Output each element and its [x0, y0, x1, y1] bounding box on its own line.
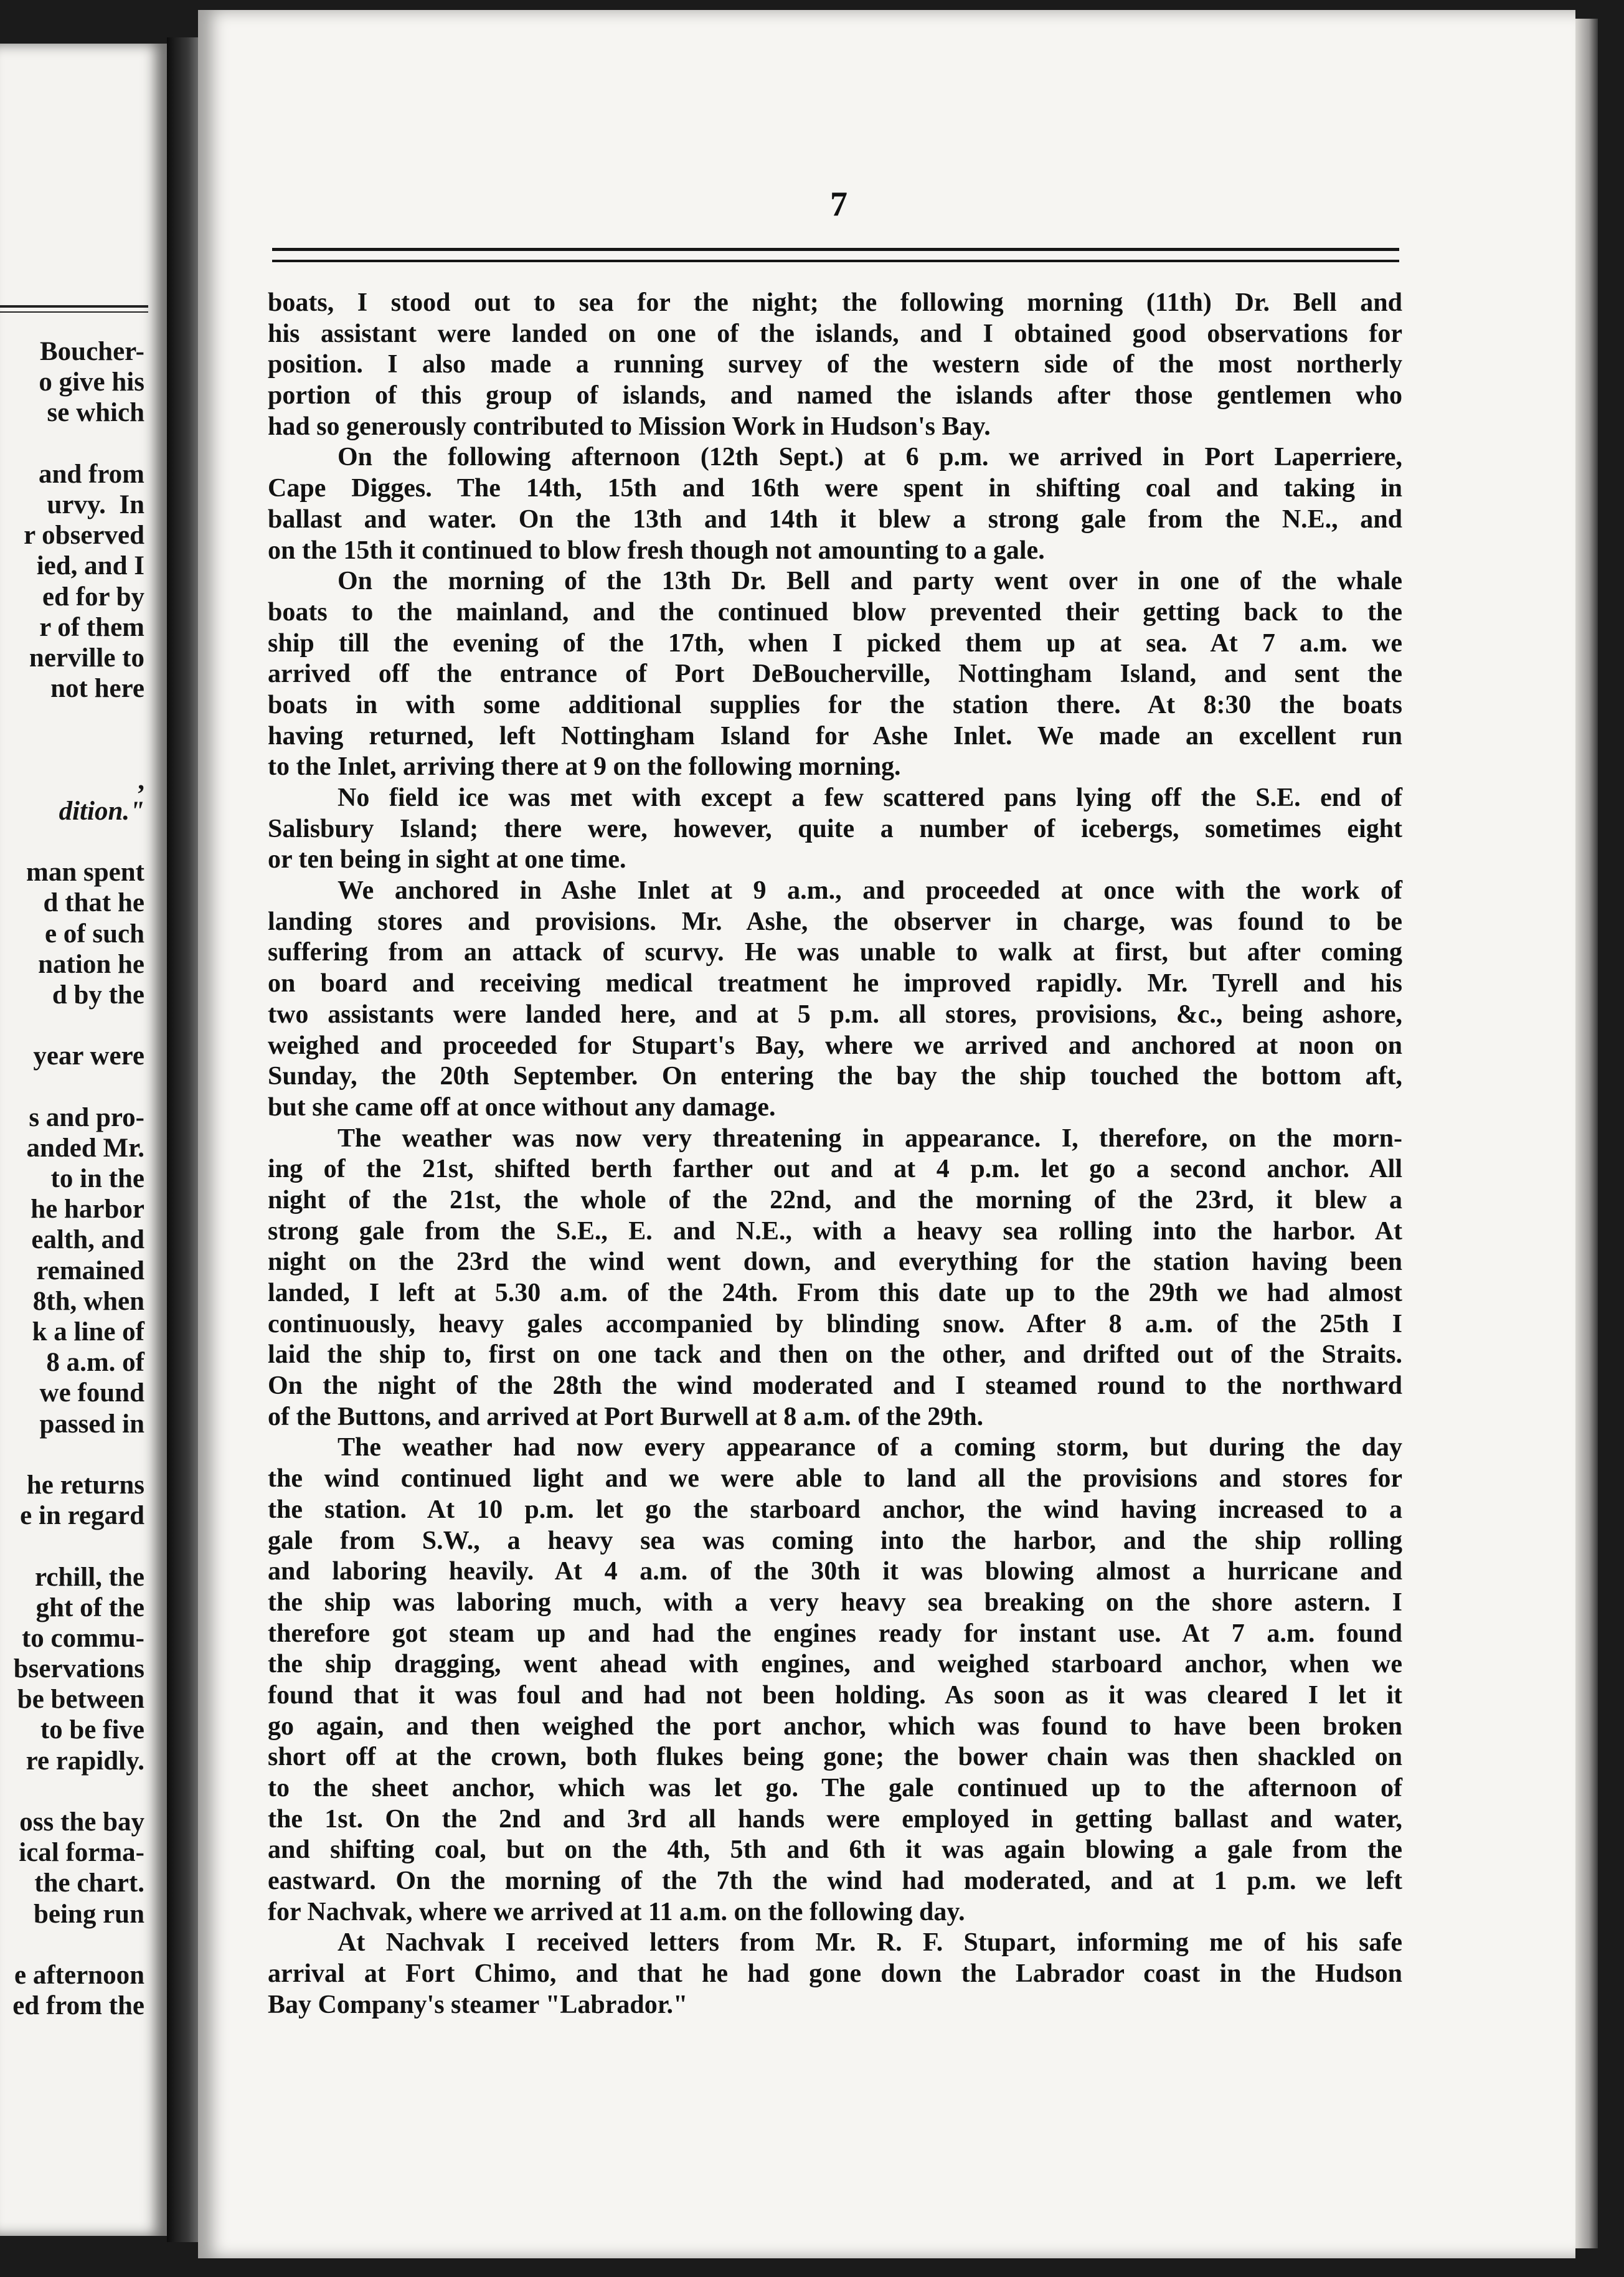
facing-page-line	[0, 704, 144, 734]
facing-page-line: dition."	[59, 796, 144, 826]
facing-page-line: anded Mr.	[26, 1133, 144, 1163]
facing-page-line: to commu-	[21, 1623, 144, 1653]
facing-page-line: ied, and I	[36, 551, 144, 581]
facing-page-line: o give his	[39, 367, 144, 397]
facing-page-line: bservations	[13, 1654, 144, 1684]
facing-page-line	[0, 1439, 144, 1470]
facing-page-line: urvy. In	[47, 490, 144, 519]
text-line: eastward. On the morning of the 7th the wind had moderated, and at 1 p.m. we left	[268, 1867, 1402, 1896]
text-line: or ten being in sight at one time.	[268, 845, 626, 874]
facing-page-line: remained	[36, 1256, 144, 1285]
text-line: strong gale from the S.E., E. and N.E., with a heavy sea rolling into the harbor. At	[268, 1216, 1402, 1246]
facing-page-line: re rapidly.	[26, 1746, 144, 1776]
facing-page-line: Boucher-	[40, 337, 144, 366]
facing-page-line: to in the	[50, 1164, 144, 1194]
facing-page-line: year were	[33, 1041, 144, 1071]
facing-page-line: se which	[47, 398, 144, 428]
facing-page-line: e of such	[44, 919, 144, 949]
facing-page-line: ght of the	[35, 1593, 144, 1622]
facing-page-line: e afternoon	[14, 1960, 144, 1990]
facing-page-line	[0, 826, 144, 857]
text-line: two assistants were landed here, and at 5 p.m. all stores, provisions, &c., being ashore,	[268, 1000, 1402, 1029]
text-line: night on the 23rd the wind went down, and everything for the station having been	[268, 1247, 1402, 1277]
text-line: therefore got steam up and had the engines ready for instant use. At 7 a.m. found	[268, 1619, 1402, 1648]
text-line: but she came off at once without any damage.	[268, 1092, 776, 1122]
facing-page-line: man spent	[26, 858, 144, 888]
facing-page-line: not here	[50, 674, 144, 704]
facing-page-line: he returns	[26, 1470, 144, 1500]
facing-page-line	[0, 1010, 144, 1041]
facing-page-line: the chart.	[34, 1868, 144, 1898]
text-line: weighed and proceeded for Stupart's Bay, where we arrived and anchored at noon on	[268, 1031, 1402, 1060]
text-line: continuously, heavy gales accompanied by blinding snow. After 8 a.m. of the 25th I	[268, 1309, 1402, 1338]
text-line: suffering from an attack of scurvy. He was unable to walk at first, but after coming	[268, 938, 1402, 967]
text-line: boats in with some additional supplies for the station there. At 8:30 the boats	[268, 690, 1402, 719]
text-line: landed, I left at 5.30 a.m. of the 24th. From this date up to the 29th we had almost	[268, 1279, 1402, 1307]
text-line: and laboring heavily. At 4 a.m. of the 30th it was blowing almost a hurricane and	[268, 1557, 1402, 1586]
text-line: night of the 21st, the whole of the 22nd, and the morning of the 23rd, it blew a	[268, 1185, 1402, 1214]
facing-page-line: r of them	[39, 612, 144, 642]
facing-page	[0, 44, 167, 2236]
text-line: the ship dragging, went ahead with engines, and weighed starboard anchor, when we	[268, 1650, 1402, 1679]
text-line: to the sheet anchor, which was let go. The gale continued up to the afternoon of	[268, 1774, 1402, 1802]
text-line: the station. At 10 p.m. let go the starboard anchor, the wind having increased to a	[268, 1495, 1402, 1524]
text-line: We anchored in Ashe Inlet at 9 a.m., and proceeded at once with the work of	[338, 876, 1402, 906]
facing-page-line: 8th, when	[32, 1286, 144, 1316]
text-line: arrival at Fort Chimo, and that he had gone down the Labrador coast in the Hudson	[268, 1959, 1402, 1989]
text-line: short off at the crown, both flukes being gone; the bower chain was then shackled on	[268, 1743, 1402, 1772]
header-rule	[272, 248, 1399, 262]
text-line: portion of this group of islands, and named the islands after those gentlemen who	[268, 381, 1402, 410]
text-line: the wind continued light and we were able to land all the provisions and stores for	[268, 1464, 1402, 1494]
text-line: On the following afternoon (12th Sept.) at 6 p.m. we arrived in Port Laperriere,	[338, 443, 1402, 472]
facing-page-line: ed from the	[12, 1991, 144, 2021]
facing-page-line: s and pro-	[29, 1102, 144, 1132]
facing-page-line: rchill, the	[35, 1562, 144, 1592]
text-line: On the morning of the 13th Dr. Bell and party went over in one of the whale	[338, 567, 1402, 596]
text-line: Sunday, the 20th September. On entering the bay the ship touched the bottom aft,	[268, 1062, 1402, 1091]
text-line: found that it was foul and had not been holding. As soon as it was cleared I let it	[268, 1680, 1402, 1710]
facing-page-line	[0, 1776, 144, 1807]
text-line: go again, and then weighed the port anchor, which was found to have been broken	[268, 1711, 1402, 1741]
text-line: on the 15th it continued to blow fresh though not amounting to a gale.	[268, 536, 1045, 565]
text-line: to the Inlet, arriving there at 9 on the following morning.	[268, 752, 901, 782]
text-line: landing stores and provisions. Mr. Ashe, the observer in charge, was found to be	[268, 907, 1402, 936]
body-text	[268, 288, 1402, 2021]
text-line: of the Buttons, and arrived at Port Burwell at 8 a.m. of the 29th.	[268, 1402, 984, 1431]
text-line: having returned, left Nottingham Island for Ashe Inlet. We made an excellent run	[268, 721, 1402, 750]
facing-page-line	[0, 1072, 144, 1102]
page-edge	[1575, 19, 1598, 2248]
facing-page-line: nerville to	[29, 643, 144, 673]
facing-page-text	[0, 336, 144, 2021]
facing-page-line: ealth, and	[31, 1225, 144, 1255]
facing-page-line: nation he	[38, 949, 144, 979]
text-line: ballast and water. On the 13th and 14th it blew a strong gale from the N.E., and	[268, 504, 1402, 534]
text-line: position. I also made a running survey of the western side of the most northerly	[268, 350, 1402, 379]
text-line: At Nachvak I received letters from Mr. R. F. Stupart, informing me of his safe	[338, 1928, 1402, 1957]
facing-page-line: 8 a.m. of	[46, 1348, 144, 1378]
facing-page-line: ed for by	[42, 582, 144, 612]
text-line: arrived off the entrance of Port DeBoucherville, Nottingham Island, and sent the	[268, 660, 1402, 689]
facing-page-line	[0, 428, 144, 459]
facing-page-line	[0, 1531, 144, 1561]
text-line: and shifting coal, but on the 4th, 5th and 6th it was again blowing a gale from the	[268, 1835, 1402, 1865]
facing-page-line: passed in	[39, 1409, 144, 1439]
text-line: The weather was now very threatening in appearance. I, therefore, on the morn-	[338, 1124, 1402, 1153]
facing-page-line: oss the bay	[19, 1807, 144, 1837]
facing-page-line: he harbor	[31, 1195, 144, 1224]
text-line: had so generously contributed to Mission Work in Hudson's Bay.	[268, 412, 991, 441]
facing-page-line: be between	[17, 1685, 144, 1715]
text-line: the ship was laboring much, with a very heavy sea breaking on the shore astern. I	[268, 1588, 1402, 1617]
text-line: his assistant were landed on one of the islands, and I obtained good observations for	[268, 319, 1402, 348]
facing-page-line: d by the	[52, 980, 144, 1010]
facing-page-line: we found	[39, 1378, 144, 1408]
facing-page-line: k a line of	[32, 1317, 144, 1347]
text-line: Salisbury Island; there were, however, quite a number of icebergs, sometimes eight	[268, 814, 1402, 843]
text-line: On the night of the 28th the wind moderated and I steamed round to the northward	[268, 1371, 1402, 1401]
text-line: gale from S.W., a heavy sea was coming into the harbor, and the ship rolling	[268, 1526, 1402, 1555]
page-number: 7	[830, 185, 847, 224]
facing-page-line: being run	[33, 1899, 144, 1929]
facing-page-line: d that he	[43, 888, 144, 918]
text-line: on board and receiving medical treatment he improved rapidly. Mr. Tyrell and his	[268, 969, 1402, 998]
text-line: Bay Company's steamer "Labrador."	[268, 1990, 688, 2019]
facing-page-line: ical forma-	[19, 1838, 144, 1868]
text-line: No field ice was met with except a few scattered pans lying off the S.E. end of	[338, 783, 1402, 812]
text-line: boats, I stood out to sea for the night; the following morning (11th) Dr. Bell and	[268, 288, 1402, 317]
text-line: the 1st. On the 2nd and 3rd all hands were employed in getting ballast and water,	[268, 1804, 1402, 1834]
facing-page-line: ,	[138, 765, 144, 795]
text-line: Cape Digges. The 14th, 15th and 16th were spent in shifting coal and taking in	[268, 474, 1402, 503]
facing-page-line: and from	[38, 459, 144, 489]
text-line: ship till the evening of the 17th, when I picked them up at sea. At 7 a.m. we	[268, 628, 1402, 658]
facing-page-line: r observed	[24, 521, 144, 551]
text-line: The weather had now every appearance of a coming storm, but during the day	[338, 1433, 1402, 1462]
facing-page-line: e in regard	[20, 1501, 144, 1531]
text-line: for Nachvak, where we arrived at 11 a.m. on the following day.	[268, 1897, 965, 1926]
facing-page-line	[0, 734, 144, 765]
text-line: laid the ship to, first on one tack and then on the other, and drifted out of the Straits.	[268, 1340, 1402, 1370]
facing-page-rule	[0, 305, 148, 313]
facing-page-line: to be five	[40, 1715, 144, 1745]
text-line: boats to the mainland, and the continued blow prevented their getting back to the	[268, 597, 1402, 627]
text-line: ing of the 21st, shifted berth farther out and at 4 p.m. let go a second anchor. All	[268, 1155, 1402, 1184]
facing-page-line	[0, 1929, 144, 1960]
